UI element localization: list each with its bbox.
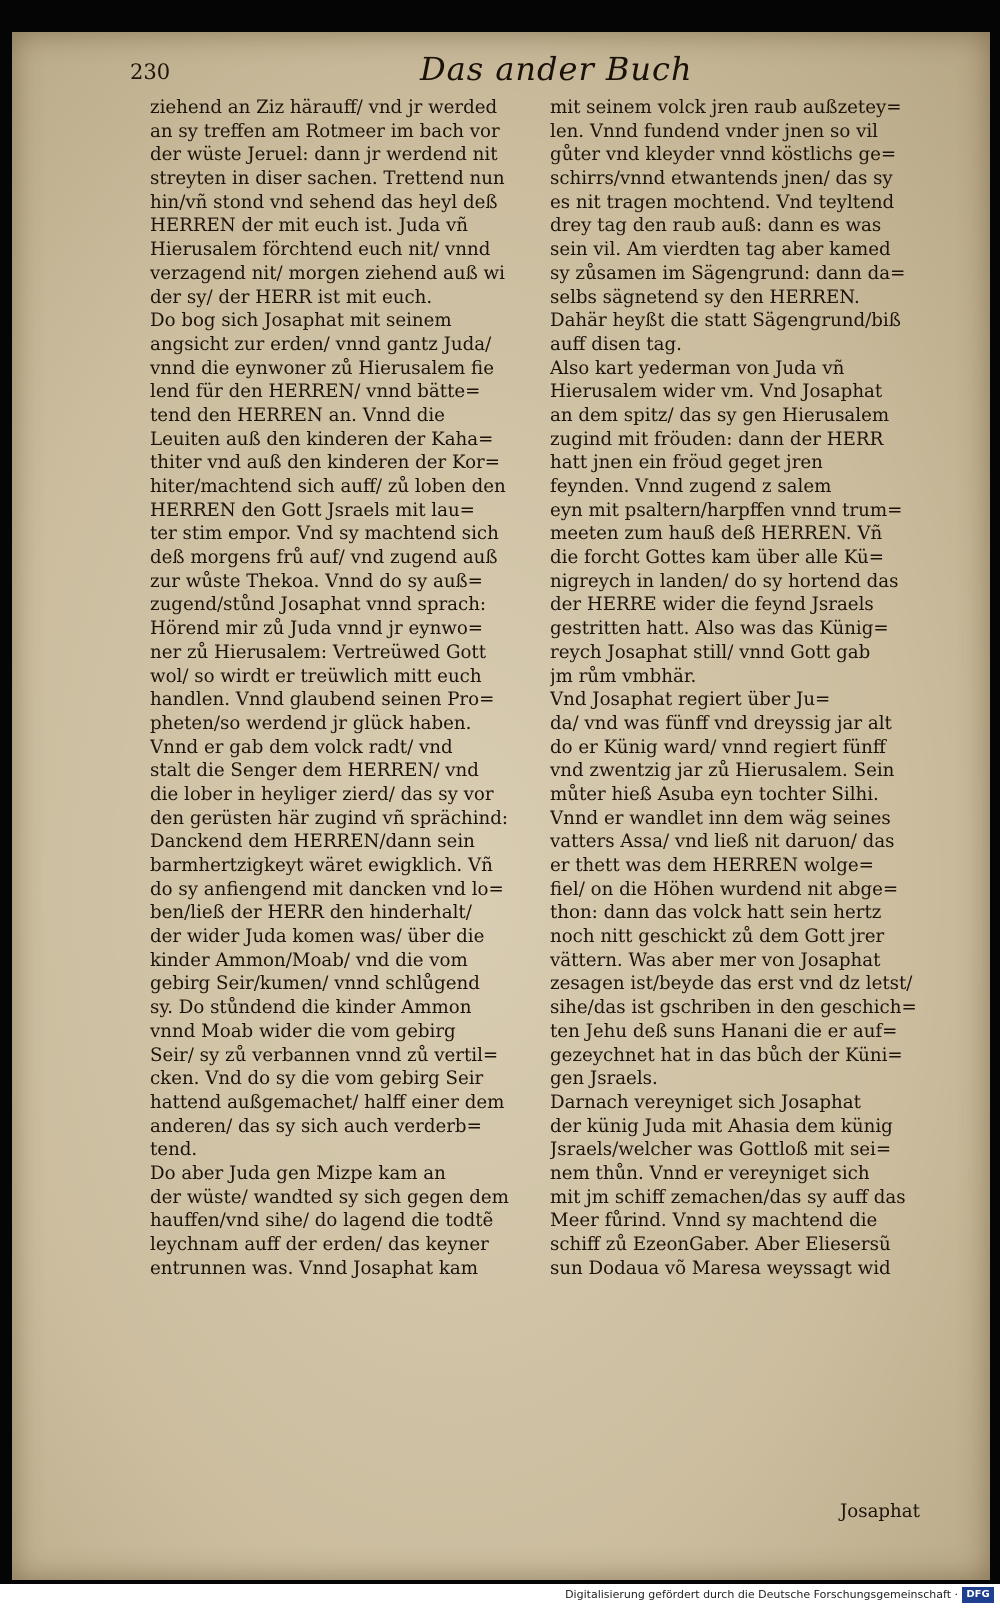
text-line: schirrs/vnnd etwantends jnen/ das sy xyxy=(550,168,893,190)
text-line: reych Josaphat still/ vnnd Gott gab xyxy=(550,641,871,663)
text-line: verzagend nit/ morgen ziehend auß wi xyxy=(150,262,505,284)
text-line: zugind mit fröuden: dann der HERR xyxy=(550,428,884,450)
text-line: sy zůsamen im Sägengrund: dann da= xyxy=(550,262,906,284)
running-head: Das ander Buch xyxy=(420,50,693,88)
text-line: selbs sägnetend sy den HERREN. xyxy=(550,286,860,308)
text-line: drey tag den raub auß: dann es was xyxy=(550,215,882,237)
catchword: Josaphat xyxy=(840,1501,920,1522)
footer-bar xyxy=(0,1584,1000,1608)
text-line: hin/vñ stond vnd sehend das heyl deß xyxy=(150,191,498,213)
text-line: hatt jnen ein fröud geget jren xyxy=(550,452,823,474)
text-line: der wüste Jeruel: dann jr werdend nit xyxy=(150,144,498,166)
text-line: Jsraels/welcher was Gottloß mit sei= xyxy=(550,1139,892,1161)
text-line: ben/ließ der HERR den hinderhalt/ xyxy=(150,902,472,924)
left-text-column xyxy=(150,96,530,1280)
text-line: der sy/ der HERR ist mit euch. xyxy=(150,286,433,308)
text-line: barmhertzigkeyt wäret ewigklich. Vñ xyxy=(150,855,493,876)
text-line: vatters Assa/ vnd ließ nit daruon/ das xyxy=(550,831,895,853)
text-line: der HERRE wider die feynd Jsraels xyxy=(550,594,874,616)
text-line: Do bog sich Josaphat mit seinem xyxy=(150,310,452,332)
text-line: ten Jehu deß suns Hanani die er auf= xyxy=(550,1020,898,1042)
text-line: gebirg Seir/kumen/ vnnd schlůgend xyxy=(150,973,480,995)
text-line: kinder Ammon/Moab/ vnd die vom xyxy=(150,949,468,971)
text-line: fiel/ on die Höhen wurdend nit abge= xyxy=(550,878,899,900)
text-line: vnnd die eynwoner zů Hierusalem fie xyxy=(150,357,494,379)
text-line: zesagen ist/beyde das erst vnd dz letst/ xyxy=(550,973,913,995)
text-line: do er Künig ward/ vnnd regiert fünff xyxy=(550,736,886,758)
text-line: gestritten hatt. Also was das Künig= xyxy=(550,618,889,640)
page-number: 230 xyxy=(130,60,171,84)
text-line: HERREN den Gott Jsraels mit lau= xyxy=(150,499,475,521)
text-line: der wider Juda komen was/ über die xyxy=(150,926,485,948)
text-line: es nit tragen mochtend. Vnd teyltend xyxy=(550,191,895,213)
text-line: an sy treffen am Rotmeer im bach vor xyxy=(150,120,500,142)
text-line: noch nitt geschickt zů dem Gott jrer xyxy=(550,926,885,948)
text-line: die lober in heyliger zierd/ das sy vor xyxy=(150,783,494,805)
text-line: cken. Vnd do sy die vom gebirg Seir xyxy=(150,1068,484,1090)
text-line: wol/ so wirdt er treüwlich mitt euch xyxy=(150,665,482,687)
text-line: ner zů Hierusalem: Vertreüwed Gott xyxy=(150,641,487,663)
text-line: anderen/ das sy sich auch verderb= xyxy=(150,1115,482,1137)
text-line: eyn mit psaltern/harpffen vnnd trum= xyxy=(550,499,903,521)
text-line: můter hieß Asuba eyn tochter Silhi. xyxy=(550,783,879,805)
text-line: der wüste/ wandted sy sich gegen dem xyxy=(150,1186,509,1208)
text-line: Vnnd er gab dem volck radt/ vnd xyxy=(150,736,453,758)
text-line: zugend/stůnd Josaphat vnnd sprach: xyxy=(150,594,487,616)
text-line: Hierusalem wider vm. Vnd Josaphat xyxy=(550,381,883,403)
text-line: tend den HERREN an. Vnnd die xyxy=(150,404,445,426)
text-line: Darnach vereyniget sich Josaphat xyxy=(550,1091,861,1113)
text-line: Danckend dem HERREN/dann sein xyxy=(150,831,475,853)
text-line: Hierusalem förchtend euch nit/ vnnd xyxy=(150,239,491,261)
text-line: er thett was dem HERREN wolge= xyxy=(550,855,874,876)
text-line: streyten in diser sachen. Trettend nun xyxy=(150,168,505,190)
text-line: gen Jsraels. xyxy=(550,1068,658,1090)
text-line: hiter/machtend sich auff/ zů loben den xyxy=(150,476,506,497)
text-line: sein vil. Am vierdten tag aber kamed xyxy=(550,239,891,261)
text-line: stalt die Senger dem HERREN/ vnd xyxy=(150,760,479,782)
text-line: sy. Do stůndend die kinder Ammon xyxy=(150,997,472,1019)
text-line: ziehend an Ziz härauff/ vnd jr werded xyxy=(150,97,498,118)
right-text-column xyxy=(550,96,930,1280)
text-line: hattend außgemachet/ halff einer dem xyxy=(150,1091,505,1113)
text-line: mit seinem volck jren raub außzetey= xyxy=(550,97,902,118)
funding-credit: Digitalisierung gefördert durch die Deutsche Forschungsgemeinschaft · xyxy=(565,1588,958,1601)
text-line: hauffen/vnd sihe/ do lagend die todtẽ xyxy=(150,1210,494,1232)
text-line: tend. xyxy=(150,1139,198,1161)
text-line: Also kart yederman von Juda vñ xyxy=(550,357,845,379)
text-line: vnnd Moab wider die vom gebirg xyxy=(150,1020,456,1042)
text-line: vättern. Was aber mer von Josaphat xyxy=(550,949,881,971)
text-line: entrunnen was. Vnnd Josaphat kam xyxy=(150,1257,478,1279)
text-line: nigreych in landen/ do sy hortend das xyxy=(550,570,899,592)
dfg-logo: DFG xyxy=(962,1587,994,1603)
text-line: Vnd Josaphat regiert über Ju= xyxy=(550,689,831,711)
text-line: deß morgens frů auf/ vnd zugend auß xyxy=(150,547,498,569)
text-line: sun Dodaua võ Maresa weyssagt wid xyxy=(550,1257,891,1279)
text-line: vnd zwentzig jar zů Hierusalem. Sein xyxy=(550,760,895,782)
text-line: mit jm schiff zemachen/das sy auff das xyxy=(550,1186,906,1208)
text-line: leychnam auff der erden/ das keyner xyxy=(150,1234,489,1255)
text-line: Vnnd er wandlet inn dem wäg seines xyxy=(550,807,891,829)
text-line: gůter vnd kleyder vnnd köstlichs ge= xyxy=(550,144,897,166)
text-line: der künig Juda mit Ahasia dem künig xyxy=(550,1115,893,1137)
text-line: da/ vnd was fünff vnd dreyssig jar alt xyxy=(550,712,892,734)
text-line: HERREN der mit euch ist. Juda vñ xyxy=(150,215,468,237)
text-line: Seir/ sy zů verbannen vnnd zů vertil= xyxy=(150,1044,499,1066)
text-line: an dem spitz/ das sy gen Hierusalem xyxy=(550,404,890,426)
text-line: ter stim empor. Vnd sy machtend sich xyxy=(150,523,499,545)
text-line: auff disen tag. xyxy=(550,333,682,355)
text-line: thiter vnd auß den kinderen der Kor= xyxy=(150,452,500,474)
text-line: sihe/das ist gschriben in den geschich= xyxy=(550,997,917,1019)
text-line: Do aber Juda gen Mizpe kam an xyxy=(150,1162,446,1184)
text-line: feynden. Vnnd zugend z salem xyxy=(550,476,832,497)
text-line: die forcht Gottes kam über alle Kü= xyxy=(550,547,884,569)
text-line: lend für den HERREN/ vnnd bätte= xyxy=(150,381,481,403)
text-line: Meer fůrind. Vnnd sy machtend die xyxy=(550,1210,878,1232)
text-line: schiff zů EzeonGaber. Aber Eliesersũ xyxy=(550,1234,891,1255)
text-line: handlen. Vnnd glaubend seinen Pro= xyxy=(150,689,495,711)
text-line: pheten/so werdend jr glück haben. xyxy=(150,712,472,734)
text-line: zur wůste Thekoa. Vnnd do sy auß= xyxy=(150,570,483,592)
text-line: Hörend mir zů Juda vnnd jr eynwo= xyxy=(150,618,484,640)
text-line: Dahär heyßt die statt Sägengrund/biß xyxy=(550,310,901,332)
text-line: angsicht zur erden/ vnnd gantz Juda/ xyxy=(150,333,492,355)
text-line: jm rům vmbhär. xyxy=(550,665,697,687)
text-line: len. Vnnd fundend vnder jnen so vil xyxy=(550,120,878,142)
text-line: Leuiten auß den kinderen der Kaha= xyxy=(150,428,494,450)
text-line: thon: dann das volck hatt sein hertz xyxy=(550,902,882,924)
text-line: den gerüsten här zugind vñ sprächind: xyxy=(150,807,509,829)
text-line: nem thůn. Vnnd er vereyniget sich xyxy=(550,1162,870,1184)
text-line: gezeychnet hat in das bůch der Küni= xyxy=(550,1044,903,1066)
text-line: do sy anfiengend mit dancken vnd lo= xyxy=(150,878,504,900)
text-line: meeten zum hauß deß HERREN. Vñ xyxy=(550,523,883,545)
